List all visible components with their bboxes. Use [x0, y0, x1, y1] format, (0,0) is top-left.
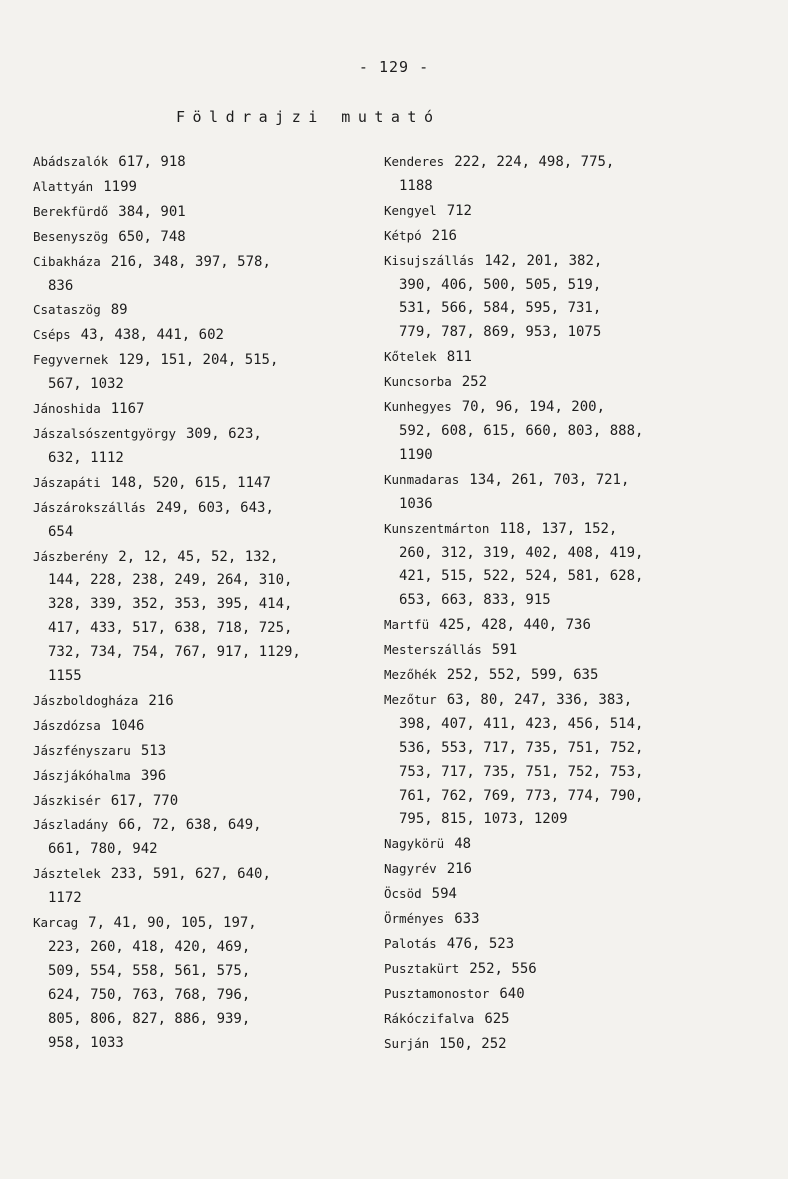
place-name: Jászboldogháza [33, 692, 139, 708]
place-name: Mesterszállás [384, 642, 482, 658]
page-references-continued: 1172 [48, 890, 82, 907]
page-references: 513 [140, 742, 167, 759]
place-name: Kunszentmárton [384, 520, 490, 536]
place-name: Jászalsószentgyörgy [33, 425, 176, 441]
index-entry [384, 857, 764, 882]
page-heading: Földrajzi mutató [176, 108, 441, 126]
page-references: 150, 252 [439, 1035, 507, 1052]
index-entry [384, 882, 764, 907]
page-references: 249, 603, 643, [155, 499, 274, 516]
place-name: Palotás [384, 936, 437, 951]
place-name: Pusztakürt [384, 960, 460, 976]
page-references: 1046 [110, 717, 145, 734]
page-references: 134, 261, 703, 721, [469, 471, 630, 488]
page-references-continued: 417, 433, 517, 638, 718, 725, [48, 620, 293, 637]
page-references: 222, 224, 498, 775, [454, 154, 615, 170]
page-references: 129, 151, 204, 515, [118, 352, 279, 369]
page-references: 252 [461, 374, 488, 391]
index-entry [384, 663, 764, 688]
page-references-continued: 761, 762, 769, 773, 774, 790, [399, 787, 644, 804]
place-name: Surján [384, 1035, 430, 1051]
place-name: Karcag [33, 915, 79, 931]
page-references-continued: 509, 554, 558, 561, 575, [48, 962, 251, 979]
place-name: Mezőtur [384, 691, 437, 707]
page-references: 252, 552, 599, 635 [446, 667, 599, 684]
page-references: 2, 12, 45, 52, 132, [118, 548, 279, 565]
page-references-continued: 653, 663, 833, 915 [399, 592, 551, 609]
page-references-continued: 661, 780, 942 [48, 841, 158, 858]
place-name: Fegyvernek [33, 352, 109, 368]
place-name: Nagykörü [384, 836, 445, 852]
index-entry [33, 496, 378, 545]
index-entry [384, 345, 764, 370]
place-name: Csataszög [33, 302, 101, 318]
page-references: 216 [148, 692, 174, 709]
page-references: 617, 770 [110, 792, 179, 809]
place-name: Kenderes [384, 154, 445, 169]
place-name: Berekfürdő [33, 203, 109, 219]
page-references-continued: 1036 [399, 495, 433, 512]
index-entry [384, 1007, 764, 1032]
page-references-continued: 260, 312, 319, 402, 408, 419, [399, 544, 644, 561]
left-index-column [33, 150, 378, 1056]
place-name: Jászladány [33, 817, 109, 833]
index-entry [384, 638, 764, 663]
place-name: Kőtelek [384, 349, 437, 365]
index-entry [33, 689, 378, 714]
index-entry [33, 471, 378, 496]
place-name: Martfü [384, 617, 430, 633]
page-references: 617, 918 [118, 154, 186, 170]
page-references: 625 [484, 1010, 510, 1027]
page-references-continued: 531, 566, 584, 595, 731, [399, 300, 602, 317]
page-references: 1199 [103, 178, 137, 195]
page-references-continued: 328, 339, 352, 353, 395, 414, [48, 596, 293, 613]
place-name: Nagyrév [384, 861, 437, 877]
index-entry [384, 688, 764, 832]
page-references-continued: 567, 1032 [48, 376, 124, 393]
index-entry [33, 323, 378, 348]
place-name: Kétpó [384, 227, 422, 243]
page-references-continued: 654 [48, 523, 74, 540]
index-entry [384, 224, 764, 249]
page-references: 640 [499, 985, 525, 1002]
page-references: 142, 201, 382, [484, 252, 603, 269]
index-entry [33, 397, 378, 422]
page-references: 63, 80, 247, 336, 383, [446, 691, 633, 708]
index-entry [384, 468, 764, 517]
page-references-continued: 144, 228, 238, 249, 264, 310, [48, 572, 293, 589]
page-references-continued: 592, 608, 615, 660, 803, 888, [399, 422, 644, 439]
page-references: 70, 96, 194, 200, [461, 399, 606, 416]
place-name: Mezőhék [384, 667, 437, 683]
index-entry [33, 545, 378, 689]
page-references: 89 [110, 302, 128, 319]
page-references-continued: 795, 815, 1073, 1209 [399, 811, 568, 828]
page-references: 650, 748 [118, 228, 186, 245]
index-entry [33, 422, 378, 471]
page-references-continued: 958, 1033 [48, 1034, 124, 1051]
place-name: Besenyszög [33, 228, 109, 244]
page-references: 43, 438, 441, 602 [80, 327, 224, 344]
place-name: Kuncsorba [384, 374, 452, 390]
index-entry [384, 832, 764, 857]
index-entry [384, 613, 764, 638]
index-entry [384, 370, 764, 395]
page-references: 233, 591, 627, 640, [110, 866, 271, 883]
page-references: 252, 556 [469, 960, 537, 977]
index-entry [384, 249, 764, 346]
index-entry [384, 1032, 764, 1057]
index-entry [384, 957, 764, 982]
place-name: Kunmadaras [384, 471, 460, 487]
page-references: 396 [140, 767, 167, 784]
page-references-continued: 1155 [48, 668, 82, 685]
index-entry [384, 932, 764, 957]
page-references: 1167 [110, 401, 145, 418]
page-references-continued: 753, 717, 735, 751, 752, 753, [399, 763, 644, 780]
index-entry [33, 250, 378, 299]
page-references-continued: 1190 [399, 446, 433, 463]
place-name: Jászárokszállás [33, 499, 146, 515]
page-number: - 129 - [358, 58, 430, 76]
page-references: 476, 523 [446, 936, 515, 952]
page-references: 216 [446, 861, 472, 878]
page-references-continued: 632, 1112 [48, 449, 124, 466]
index-entry [33, 200, 378, 225]
right-index-column [384, 150, 764, 1057]
index-entry [384, 517, 764, 614]
index-entry [33, 911, 378, 1055]
place-name: Kisujszállás [384, 252, 475, 268]
index-entry [384, 199, 764, 224]
place-name: Jánoshida [33, 401, 101, 417]
place-name: Jászberény [33, 548, 109, 564]
page-references: 48 [454, 836, 472, 853]
index-entry [33, 714, 378, 739]
page-references: 811 [446, 349, 472, 366]
page-references-continued: 836 [48, 277, 74, 294]
page-references-continued: 624, 750, 763, 768, 796, [48, 986, 251, 1003]
page-references: 633 [454, 911, 480, 928]
index-entry [33, 789, 378, 814]
place-name: Abádszalók [33, 154, 109, 169]
place-name: Kengyel [384, 202, 437, 218]
page-references-continued: 779, 787, 869, 953, 1075 [399, 324, 602, 341]
index-entry [33, 298, 378, 323]
index-entry [33, 348, 378, 397]
page-references: 425, 428, 440, 736 [439, 617, 591, 634]
page-references: 7, 41, 90, 105, 197, [88, 915, 257, 932]
place-name: Jászkisér [33, 792, 101, 808]
page-references: 148, 520, 615, 1147 [110, 474, 271, 491]
place-name: Öcsöd [384, 886, 422, 902]
index-entry [384, 395, 764, 468]
index-entry [33, 175, 378, 200]
page-references-continued: 732, 734, 754, 767, 917, 1129, [48, 644, 301, 661]
index-entry [384, 982, 764, 1007]
place-name: Jászdózsa [33, 717, 101, 733]
index-entry [384, 907, 764, 932]
index-entry [33, 862, 378, 911]
page-references-continued: 421, 515, 522, 524, 581, 628, [399, 568, 644, 585]
place-name: Örményes [384, 911, 445, 927]
place-name: Alattyán [33, 178, 94, 194]
page-references-continued: 805, 806, 827, 886, 939, [48, 1010, 251, 1027]
page-references: 309, 623, [186, 425, 262, 442]
index-entry [33, 813, 378, 862]
page-references-continued: 223, 260, 418, 420, 469, [48, 939, 251, 955]
index-entry [33, 150, 378, 175]
page-references-continued: 390, 406, 500, 505, 519, [399, 276, 602, 293]
page-references: 594 [431, 886, 457, 903]
place-name: Jásztelek [33, 866, 101, 882]
page-references: 384, 901 [118, 203, 186, 220]
page-references: 118, 137, 152, [499, 520, 618, 537]
index-entry [33, 225, 378, 250]
page-references: 591 [491, 642, 518, 659]
index-entry [33, 764, 378, 789]
place-name: Cibakháza [33, 253, 101, 269]
place-name: Kunhegyes [384, 399, 452, 415]
page-references-continued: 536, 553, 717, 735, 751, 752, [399, 739, 644, 756]
place-name: Pusztamonostor [384, 985, 490, 1001]
place-name: Cséps [33, 327, 71, 343]
place-name: Jászfényszaru [33, 742, 131, 758]
page-references-continued: 1188 [399, 177, 433, 194]
place-name: Rákóczifalva [384, 1010, 475, 1026]
place-name: Jászjákóhalma [33, 767, 131, 783]
page-references: 216, 348, 397, 578, [110, 253, 271, 270]
index-entry [384, 150, 764, 199]
index-entry [33, 739, 378, 764]
page-references: 712 [446, 202, 472, 219]
page-references-continued: 398, 407, 411, 423, 456, 514, [399, 715, 644, 732]
page-references: 66, 72, 638, 649, [118, 817, 262, 834]
page-references: 216 [431, 227, 457, 244]
place-name: Jászapáti [33, 474, 101, 490]
